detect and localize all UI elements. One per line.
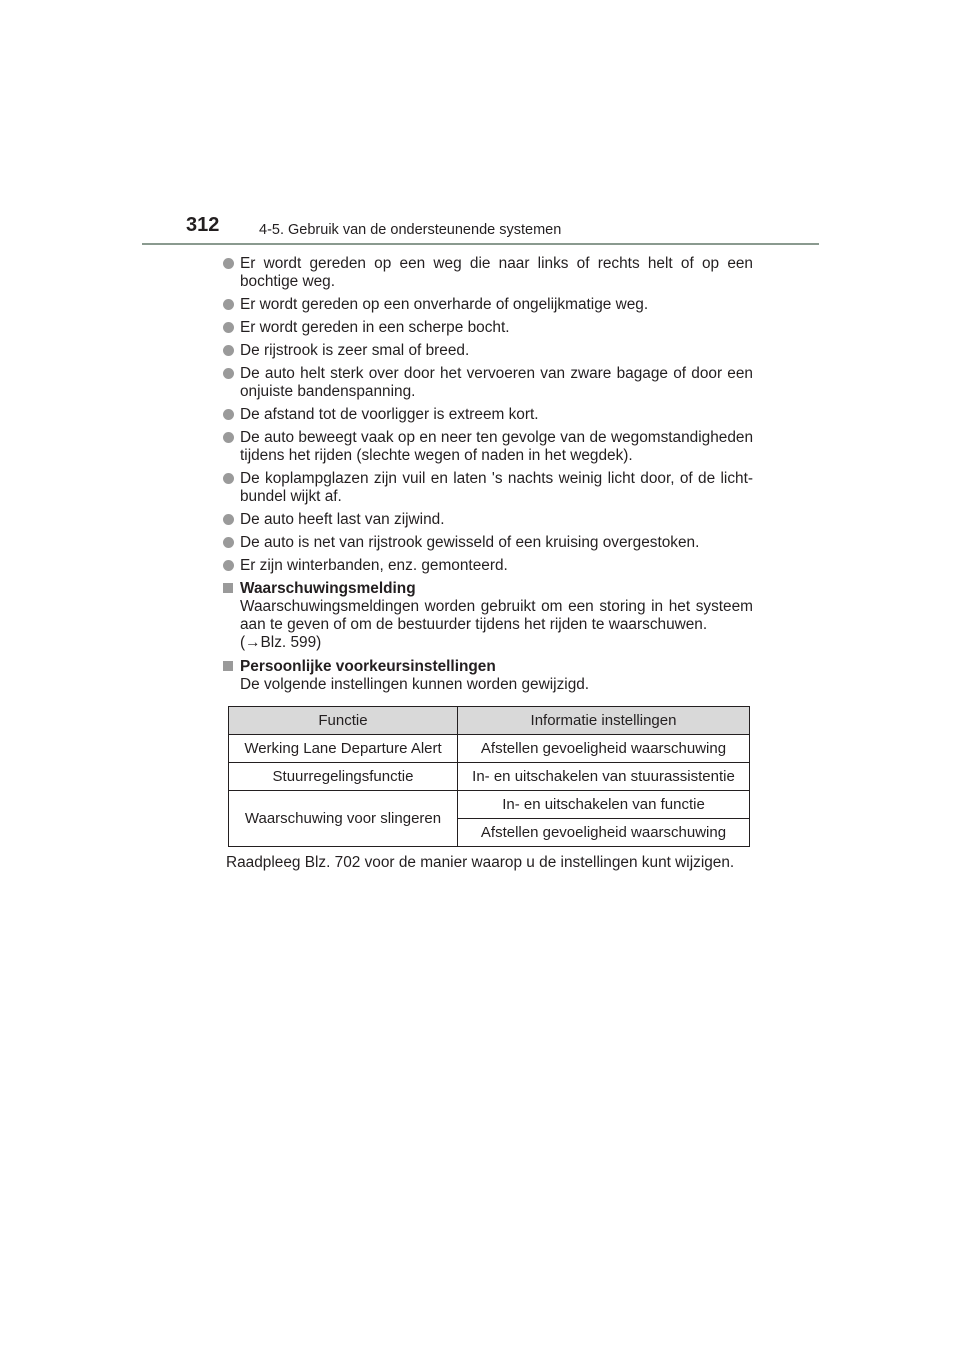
condition-list <box>223 255 753 575</box>
table-header-cell: Informatie instellingen <box>458 707 750 735</box>
list-item: Er wordt gereden op een weg die naar links of rechts helt of op een bochtige weg. <box>223 255 753 291</box>
list-item: De auto helt sterk over door het vervoeren van zware bagage of door een onjuiste bandenspanning. <box>223 365 753 401</box>
function-cell: Stuurregelingsfunctie <box>229 763 458 791</box>
section-heading: Persoonlijke voorkeursinstellingen <box>223 658 753 676</box>
info-cell: Afstellen gevoeligheid waarschuwing <box>458 819 750 847</box>
function-cell: Werking Lane Departure Alert <box>229 735 458 763</box>
section-text: Waarschuwingsmeldingen worden gebruikt om een storing in het systeem aan te geven of om de bestuurder tijdens het rijden te waarschuwen. (→Blz. 599) <box>240 598 753 651</box>
bullet-icon <box>223 345 234 356</box>
header-divider <box>142 243 819 245</box>
bullet-icon <box>223 299 234 310</box>
section-text: De volgende instellingen kunnen worden gewijzigd. <box>240 676 590 693</box>
list-item: De auto heeft last van zijwind. <box>223 511 753 529</box>
bullet-icon <box>223 409 234 420</box>
square-bullet-icon <box>223 583 233 593</box>
bullet-icon <box>223 560 234 571</box>
bullet-icon <box>223 432 234 443</box>
page-number: 312 <box>186 214 220 236</box>
bullet-icon <box>223 537 234 548</box>
page-content <box>223 255 753 872</box>
list-item: Er wordt gereden op een onverharde of ongelijkmatige weg. <box>223 296 753 314</box>
list-item: De koplampglazen zijn vuil en laten 's nachts weinig licht door, of de licht-bundel wijkt af. <box>223 470 753 506</box>
square-bullet-icon <box>223 661 233 671</box>
footer-note: Raadpleeg Blz. 702 voor de manier waarop u de instellingen kunt wijzigen. <box>226 854 735 871</box>
list-item: Er wordt gereden in een scherpe bocht. <box>223 319 753 337</box>
settings-table <box>228 706 750 847</box>
bullet-icon <box>223 368 234 379</box>
table-row <box>229 791 750 819</box>
list-item: Er zijn winterbanden, enz. gemonteerd. <box>223 557 753 575</box>
section-heading: Waarschuwingsmelding <box>223 580 753 598</box>
info-cell: In- en uitschakelen van functie <box>458 791 750 819</box>
bullet-icon <box>223 473 234 484</box>
table-header-cell: Functie <box>229 707 458 735</box>
table-row <box>229 763 750 791</box>
preferences-section <box>223 658 753 872</box>
table-row <box>229 735 750 763</box>
bullet-icon <box>223 322 234 333</box>
section-title: 4-5. Gebruik van de ondersteunende systemen <box>259 222 562 238</box>
list-item: De auto is net van rijstrook gewisseld of een kruising overgestoken. <box>223 534 753 552</box>
list-item: De auto beweegt vaak op en neer ten gevolge van de wegomstandigheden tijdens het rijden (slechte wegen of naden in het wegdek). <box>223 429 753 465</box>
function-cell: Waarschuwing voor slingeren <box>229 791 458 847</box>
info-cell: Afstellen gevoeligheid waarschuwing <box>458 735 750 763</box>
list-item: De afstand tot de voorligger is extreem kort. <box>223 406 753 424</box>
warning-message-section <box>223 580 753 652</box>
bullet-icon <box>223 258 234 269</box>
table-header-row <box>229 707 750 735</box>
page-reference: (→Blz. 599) <box>240 634 322 651</box>
bullet-icon <box>223 514 234 525</box>
list-item: De rijstrook is zeer smal of breed. <box>223 342 753 360</box>
info-cell: In- en uitschakelen van stuurassistentie <box>458 763 750 791</box>
